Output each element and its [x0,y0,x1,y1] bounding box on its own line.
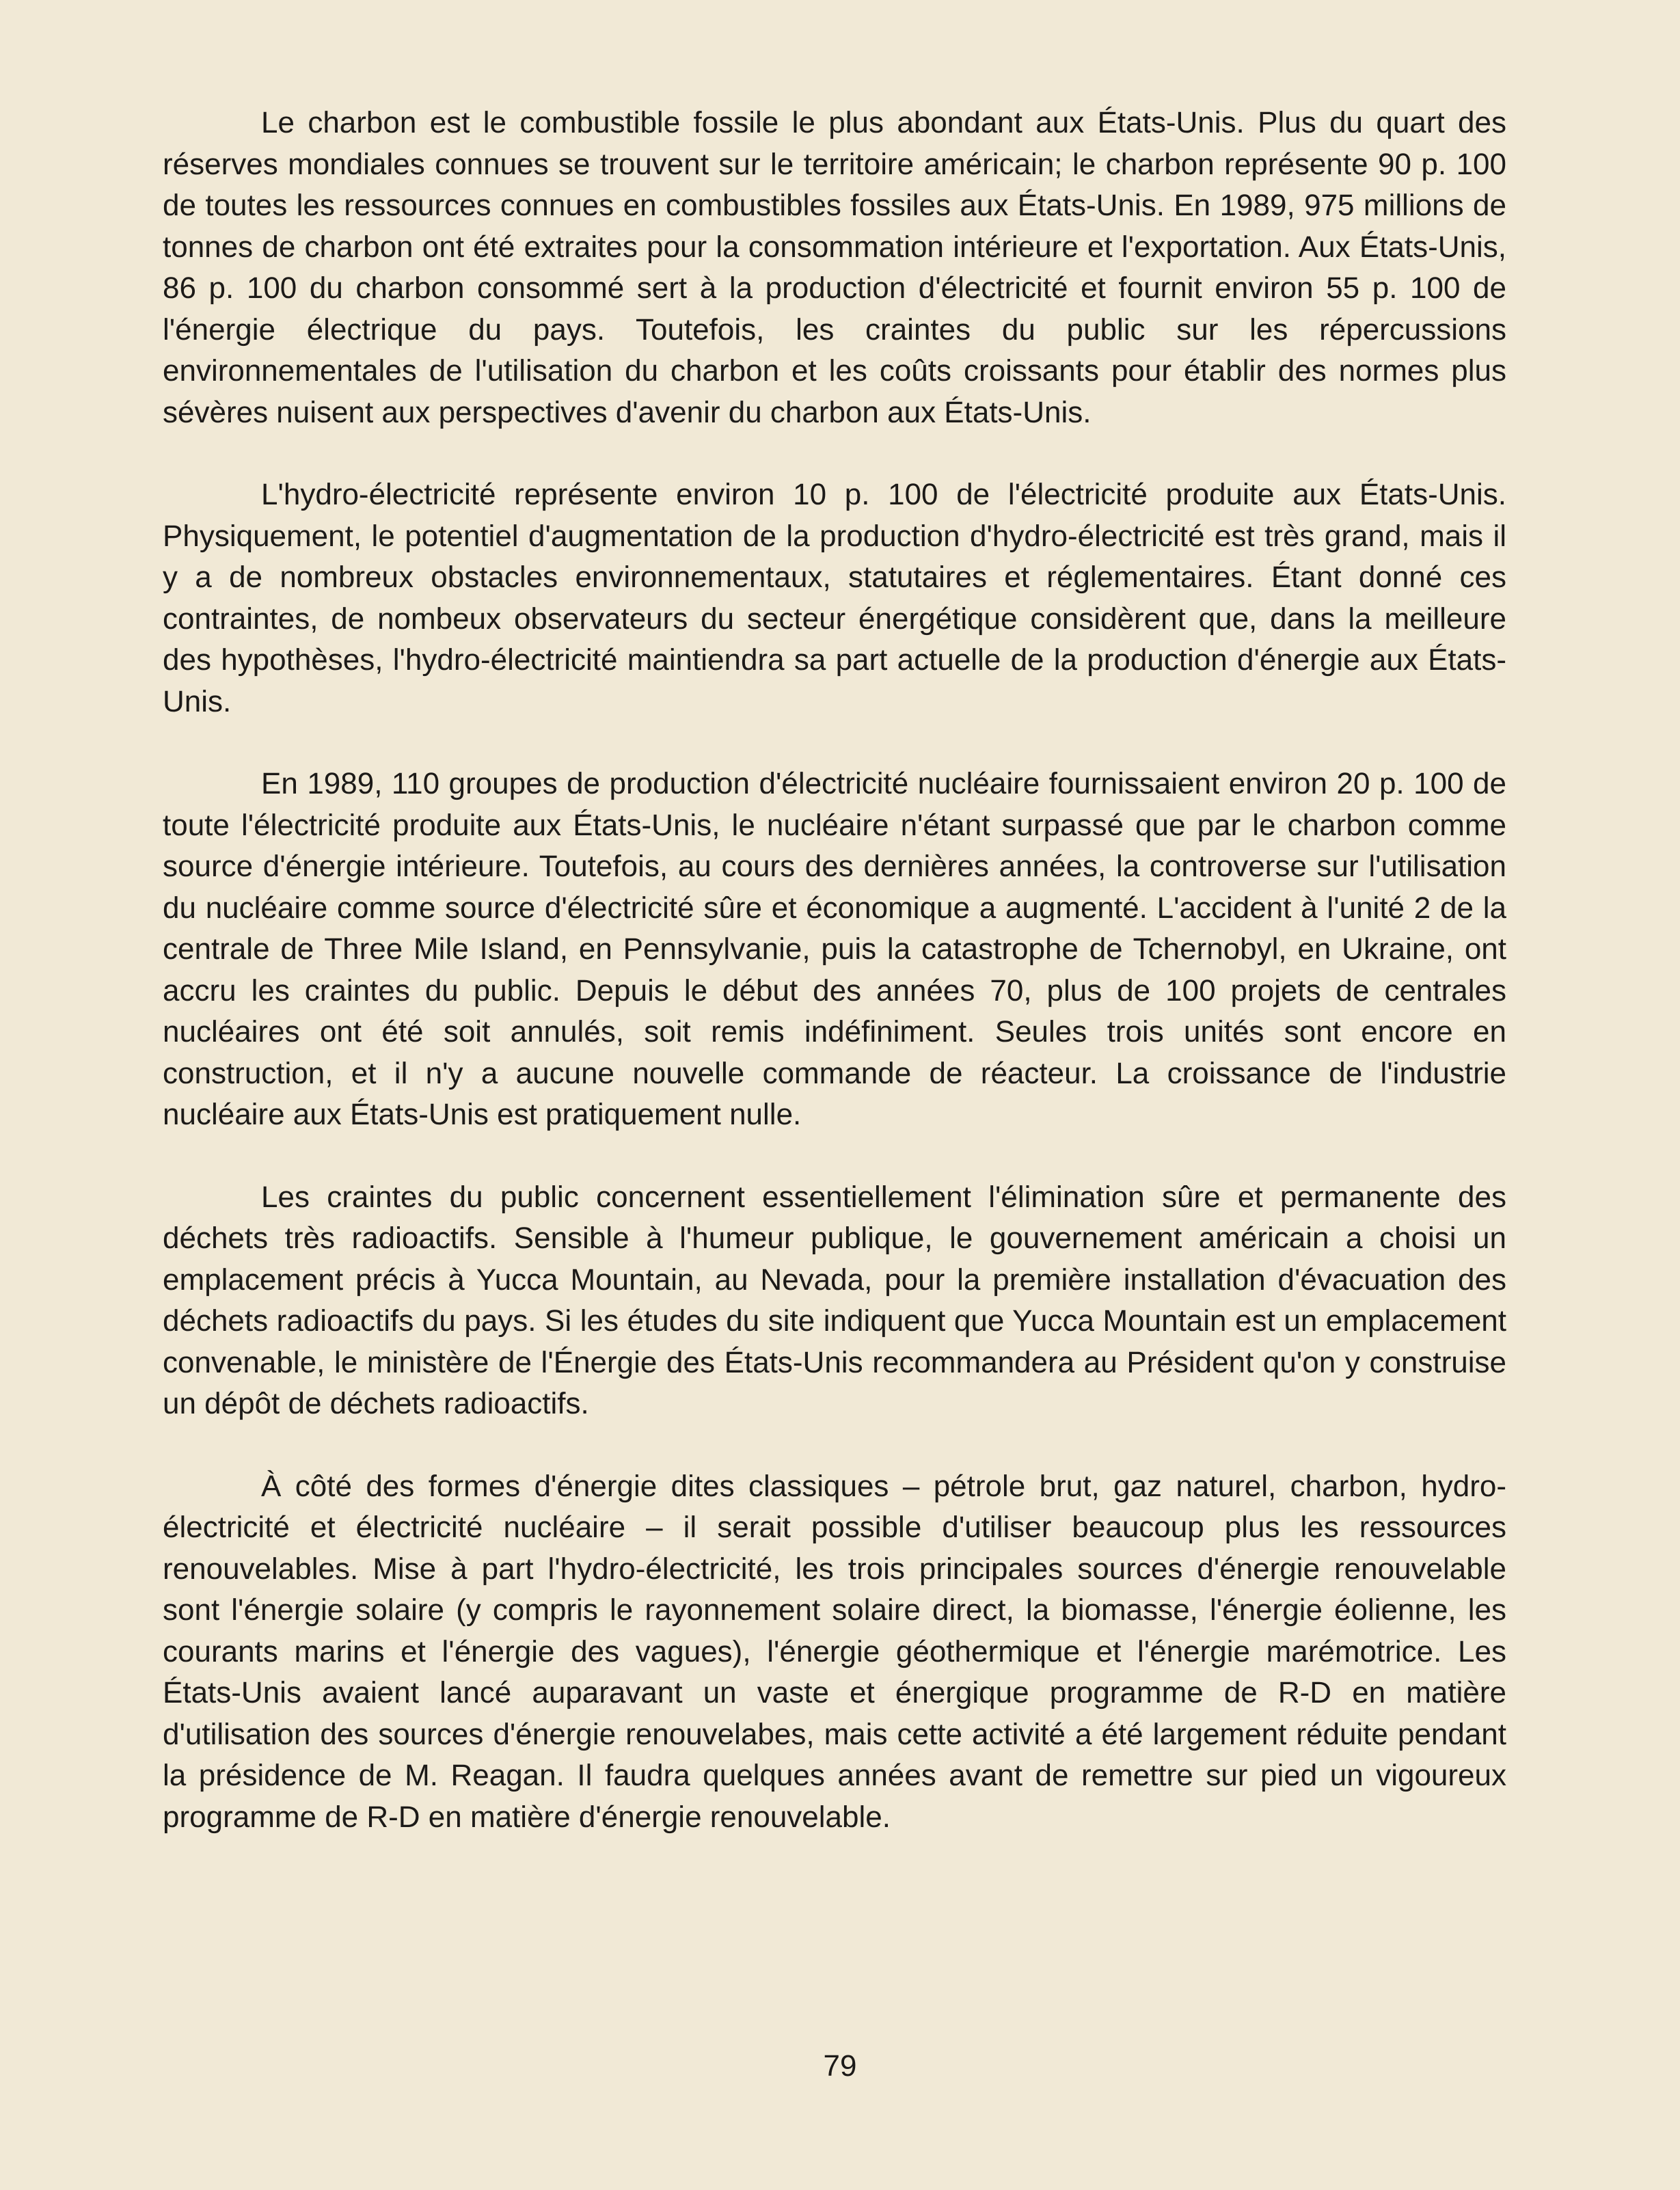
page-number: 79 [823,2049,857,2083]
paragraph-hydro-electricity: L'hydro-électricité représente environ 10 p. 100 de l'électricité produite aux États-Unis. Physiquement, le potentiel d'augmentation de la production d'hydro-électricité est très grand, mais il y a de nombreux obstacles environnementaux, statutaires et réglementaires. Étant donné ces contraintes, de nombeux observateurs du secteur énergétique considèrent que, dans la meilleure des hypothèses, l'hydro-électricité maintiendra sa part actuelle de la production d'énergie aux États-Unis. [163,478,1506,718]
body-text [163,103,1506,1879]
paragraph-radioactive-waste: Les craintes du public concernent essentiellement l'élimination sûre et permanente des déchets très radioactifs. Sensible à l'humeur publique, le gouvernement américain a choisi un emplacement précis à Yucca Mountain, au Nevada, pour la première installation d'évacuation des déchets radioactifs du pays. Si les études du site indiquent que Yucca Mountain est un emplacement convenable, le ministère de l'Énergie des États-Unis recommandera au Président qu'on y construise un dépôt de déchets radioactifs. [163,1180,1506,1420]
paragraph-renewables: À côté des formes d'énergie dites classiques – pétrole brut, gaz naturel, charbon, hydro-électricité et électricité nucléaire – il serait possible d'utiliser beaucoup plus les ressources renouvelables. Mise à part l'hydro-électricité, les trois principales sources d'énergie renouvelable sont l'énergie solaire (y compris le rayonnement solaire direct, la biomasse, l'énergie éolienne, les courants marins et l'énergie des vagues), l'énergie géothermique et l'énergie marémotrice. Les États-Unis avaient lancé auparavant un vaste et énergique programme de R-D en matière d'utilisation des sources d'énergie renouvelabes, mais cette activité a été largement réduite pendant la présidence de M. Reagan. Il faudra quelques années avant de remettre sur pied un vigoureux programme de R-D en matière d'énergie renouvelable. [163,1469,1506,1834]
paragraph-coal: Le charbon est le combustible fossile le plus abondant aux États-Unis. Plus du quart des réserves mondiales connues se trouvent sur le territoire américain; le charbon représente 90 p. 100 de toutes les ressources connues en combustibles fossiles aux États-Unis. En 1989, 975 millions de tonnes de charbon ont été extraites pour la consommation intérieure et l'exportation. Aux États-Unis, 86 p. 100 du charbon consommé sert à la production d'électricité et fournit environ 55 p. 100 de l'énergie électrique du pays. Toutefois, les craintes du public sur les répercussions environnementales de l'utilisation du charbon et les coûts croissants pour établir des normes plus sévères nuisent aux perspectives d'avenir du charbon aux États-Unis. [163,106,1506,429]
paragraph-nuclear: En 1989, 110 groupes de production d'électricité nucléaire fournissaient environ 20 p. 100 de toute l'électricité produite aux États-Unis, le nucléaire n'étant surpassé que par le charbon comme source d'énergie intérieure. Toutefois, au cours des dernières années, la controverse sur l'utilisation du nucléaire comme source d'électricité sûre et économique a augmenté. L'accident à l'unité 2 de la centrale de Three Mile Island, en Pennsylvanie, puis la catastrophe de Tchernobyl, en Ukraine, ont accru les craintes du public. Depuis le début des années 70, plus de 100 projets de centrales nucléaires ont été soit annulés, soit remis indéfiniment. Seules trois unités sont encore en construction, et il n'y a aucune nouvelle commande de réacteur. La croissance de l'industrie nucléaire aux États-Unis est pratiquement nulle. [163,767,1506,1131]
